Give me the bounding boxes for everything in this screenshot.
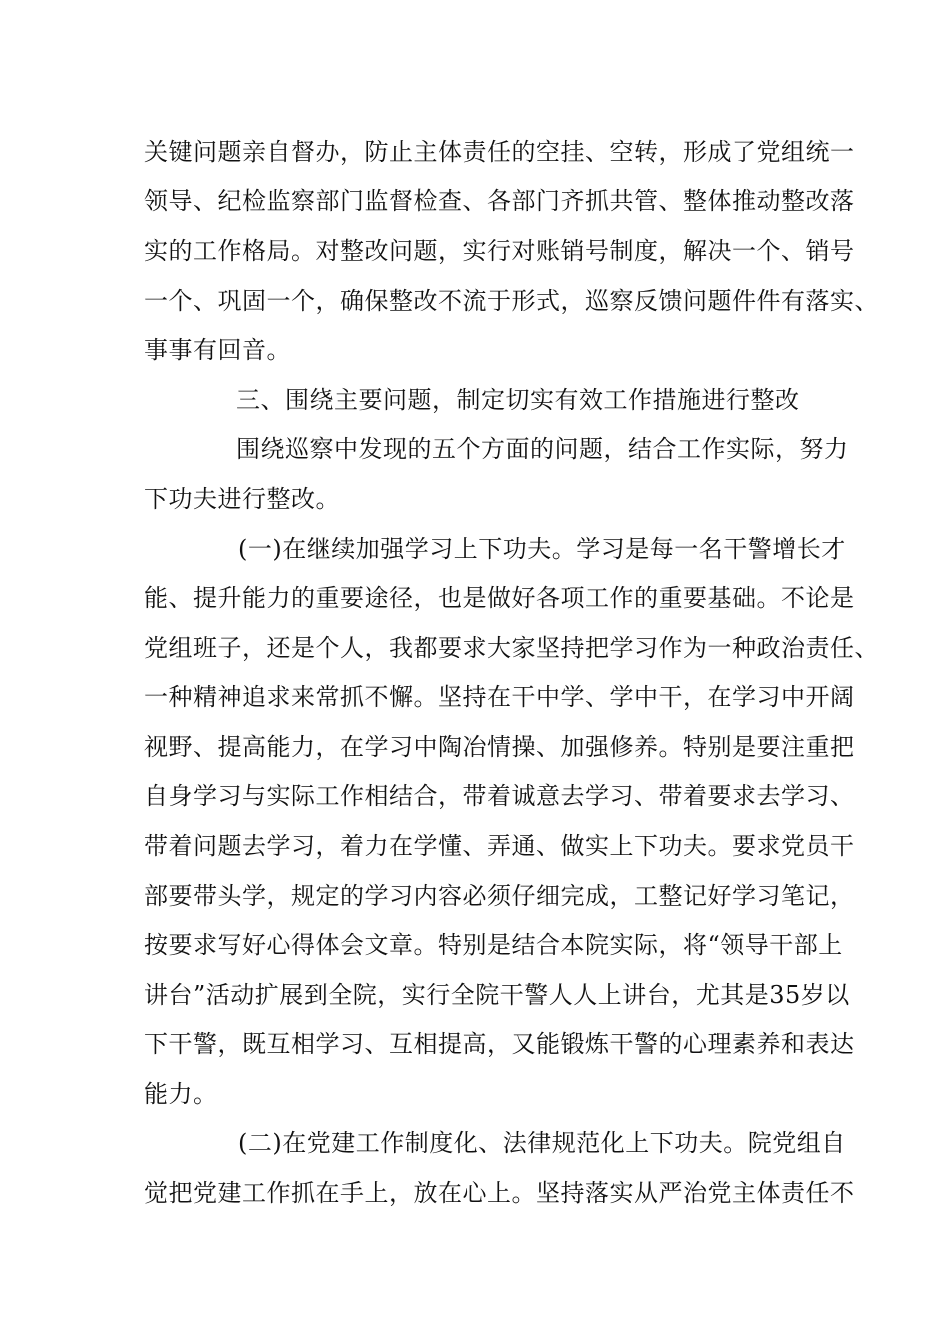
text-line: 党组班子，还是个人，我都要求大家坚持把学习作为一种政治责任、 xyxy=(144,634,879,662)
text-line: 视野、提高能力，在学习中陶冶情操、加强修养。特别是要注重把 xyxy=(144,733,855,761)
text-line: 觉把党建工作抓在手上，放在心上。坚持落实从严治党主体责任不 xyxy=(144,1179,855,1207)
text-line: 带着问题去学习，着力在学懂、弄通、做实上下功夫。要求党员干 xyxy=(144,832,855,860)
text-line: 能、提升能力的重要途径，也是做好各项工作的重要基础。不论是 xyxy=(144,584,855,612)
text-line: 按要求写好心得体会文章。特别是结合本院实际，将“领导干部上 xyxy=(144,931,843,959)
text-line: 部要带头学，规定的学习内容必须仔细完成，工整记好学习笔记， xyxy=(144,882,855,910)
text-line: 能力。 xyxy=(144,1080,218,1108)
subsection-heading: (二)在党建工作制度化、法律规范化上下功夫。院党组自 xyxy=(238,1129,846,1157)
text-line: 一种精神追求来常抓不懈。坚持在干中学、学中干，在学习中开阔 xyxy=(144,683,855,711)
text-line: 下功夫进行整改。 xyxy=(144,485,340,513)
subsection-heading: (一)在继续加强学习上下功夫。学习是每一名干警增长才 xyxy=(238,535,846,563)
text-line: 领导、纪检监察部门监督检查、各部门齐抓共管、整体推动整改落 xyxy=(144,187,855,215)
text-line: 自身学习与实际工作相结合，带着诚意去学习、带着要求去学习、 xyxy=(144,782,855,810)
text-line: 下干警，既互相学习、互相提高，又能锻炼干警的心理素养和表达 xyxy=(144,1030,855,1058)
text-line: 围绕巡察中发现的五个方面的问题，结合工作实际，努力 xyxy=(236,435,849,463)
text-line: 实的工作格局。对整改问题，实行对账销号制度，解决一个、销号 xyxy=(144,237,855,265)
section-heading: 三、围绕主要问题，制定切实有效工作措施进行整改 xyxy=(236,386,800,414)
text-line: 讲台”活动扩展到全院，实行全院干警人人上讲台，尤其是35岁以 xyxy=(144,981,850,1009)
text-line: 关键问题亲自督办，防止主体责任的空挂、空转，形成了党组统一 xyxy=(144,138,855,166)
text-line: 事事有回音。 xyxy=(144,336,291,364)
text-line: 一个、巩固一个，确保整改不流于形式，巡察反馈问题件件有落实、 xyxy=(144,287,879,315)
